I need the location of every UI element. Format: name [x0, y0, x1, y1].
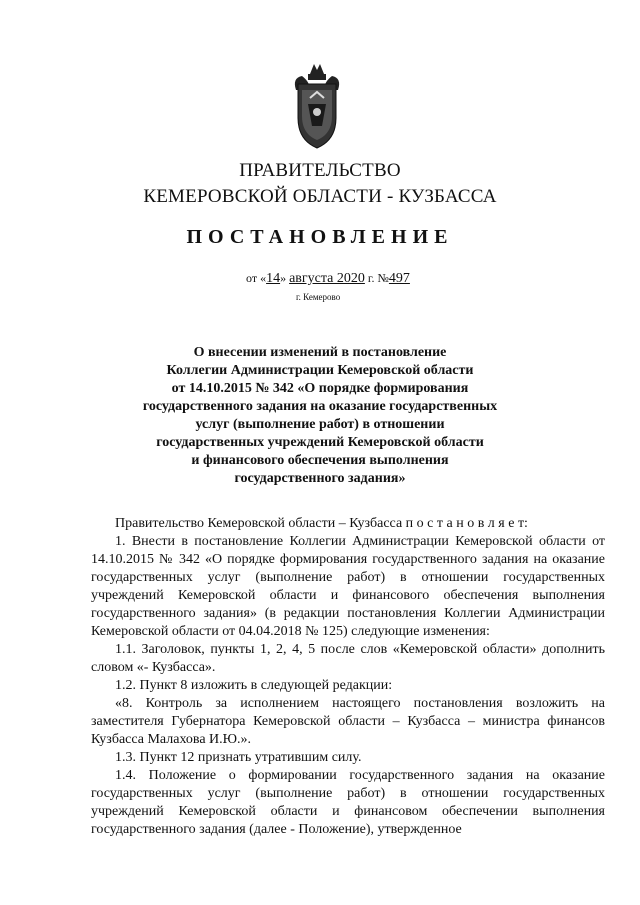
- body-paragraph-preamble: Правительство Кемеровской области – Кузбасса п о с т а н о в л я е т:: [115, 516, 528, 531]
- coat-of-arms-emblem: [288, 60, 346, 152]
- title-line: государственных учреждений Кемеровской области: [156, 435, 484, 450]
- body-paragraph-item-1: 1. Внести в постановление Коллегии Администрации Кемеровской области от 14.10.2015 № 342 «О порядке формирования государственного задания на оказание государственных услуг (выполнение работ) в отношении государственных учреждений Кемеровской области и финансового обеспечения выполнения государственного задания» (в редакции постановления Коллегии Администрации Кемеровской области от 04.04.2018 № 125) следующие изменения:: [91, 534, 605, 639]
- title-line: от 14.10.2015 № 342 «О порядке формирования: [171, 381, 469, 396]
- body-paragraph-item-1-1: 1.1. Заголовок, пункты 1, 2, 4, 5 после слов «Кемеровской области» дополнить словом «- Кузбасса».: [91, 642, 605, 675]
- number-sign: №: [377, 271, 389, 285]
- title-line: услуг (выполнение работ) в отношении: [195, 417, 445, 432]
- title-line: О внесении изменений в постановление: [193, 345, 447, 360]
- date-month-year: августа 2020: [289, 271, 365, 286]
- document-number: 497: [388, 271, 410, 286]
- year-suffix: г.: [367, 271, 375, 285]
- document-body: [91, 515, 605, 839]
- date-separator: »: [280, 271, 287, 285]
- title-line: государственного задания»: [234, 471, 406, 486]
- date-prefix: от «: [246, 271, 267, 285]
- title-line: государственного задания на оказание государственных: [142, 399, 498, 414]
- government-name-line2: КЕМЕРОВСКОЙ ОБЛАСТИ - КУЗБАССА: [143, 186, 497, 207]
- document-date-line: [246, 271, 410, 287]
- body-paragraph-item-1-2: 1.2. Пункт 8 изложить в следующей редакции:: [115, 678, 393, 693]
- document-title: [110, 344, 530, 488]
- document-city: г. Кемерово: [296, 292, 341, 302]
- body-paragraph-quote-8: «8. Контроль за исполнением настоящего постановления возложить на заместителя Губернатора Кемеровской области – Кузбасса – министра финансов Кузбасса Малахова И.Ю.».: [91, 696, 605, 747]
- document-type-heading: ПОСТАНОВЛЕНИЕ: [186, 226, 454, 248]
- body-paragraph-item-1-3: 1.3. Пункт 12 признать утратившим силу.: [115, 750, 362, 765]
- body-paragraph-item-1-4: 1.4. Положение о формировании государственного задания на оказание государственных услуг (выполнение работ) в отношении государственных учреждений Кемеровской области и финансовом обеспечении выполнения государственного задания (далее - Положение), утвержденное: [91, 768, 605, 837]
- title-line: Коллегии Администрации Кемеровской области: [166, 363, 474, 378]
- title-line: и финансового обеспечения выполнения: [191, 453, 449, 468]
- government-name-line1: ПРАВИТЕЛЬСТВО: [239, 160, 401, 181]
- date-day: 14: [266, 271, 281, 286]
